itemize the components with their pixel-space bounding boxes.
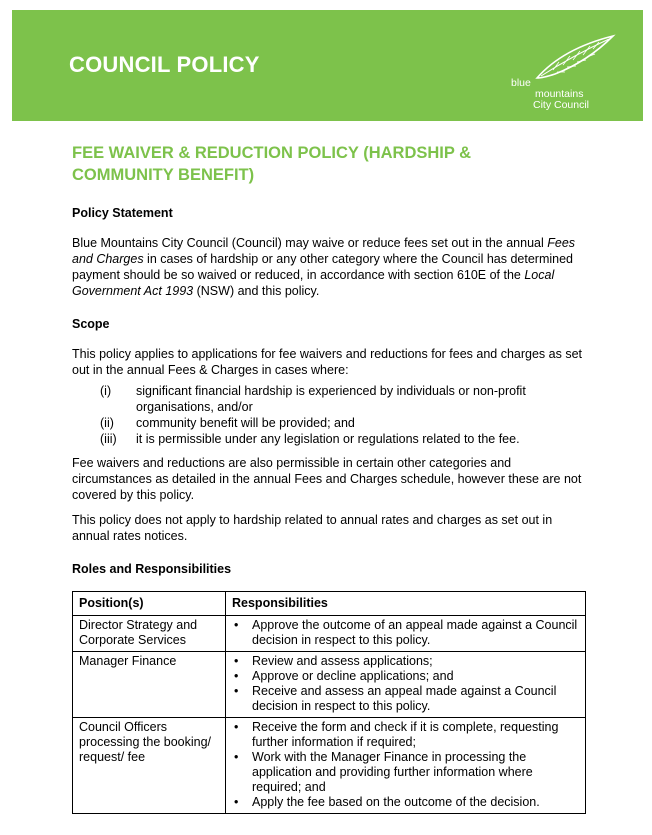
responsibilities-cell — [226, 718, 586, 814]
responsibilities-cell — [226, 616, 586, 652]
scope-heading: Scope — [72, 317, 110, 331]
list-item-text: community benefit will be provided; and — [136, 416, 355, 430]
list-item-text: significant financial hardship is experienced by individuals or non-profit organisations, and/or — [136, 384, 526, 414]
position-cell: Manager Finance — [73, 652, 226, 718]
table-header-row — [73, 592, 586, 616]
responsibility-item: • Approve or decline applications; and — [252, 669, 579, 684]
list-item-number: (i) — [100, 384, 112, 398]
table-row — [73, 652, 586, 718]
responsibility-item: • Receive and assess an appeal made against a Council decision in respect to this policy. — [252, 684, 579, 714]
list-item-number: (ii) — [100, 416, 114, 430]
roles-table — [72, 591, 586, 814]
policy-statement-heading: Policy Statement — [72, 206, 173, 220]
council-logo — [497, 32, 622, 112]
logo-text — [511, 78, 589, 111]
column-header: Responsibilities — [226, 592, 586, 616]
scope-paragraph-2: Fee waivers and reductions are also permissible in certain other categories and circumstances as detailed in the annual Fees and Charges schedule, however these are not covered by this policy. — [72, 456, 582, 502]
document-title: FEE WAIVER & REDUCTION POLICY (HARDSHIP & COMMUNITY BENEFIT) — [72, 144, 472, 184]
header-banner — [12, 10, 643, 121]
responsibility-item: • Receive the form and check if it is complete, requesting further information if required; — [252, 720, 579, 750]
logo-line-1: blue — [511, 77, 531, 89]
policy-text-italic-1: Fees and Charges — [72, 236, 576, 266]
list-item-number: (iii) — [100, 432, 117, 446]
responsibility-list — [232, 720, 579, 810]
scope-list — [100, 383, 580, 447]
policy-text-part-2: in cases of hardship or any other category where the Council has determined payment should be so waived or reduced, in accordance with section 610E of the — [72, 252, 573, 282]
banner-title: COUNCIL POLICY — [69, 52, 260, 77]
table-row — [73, 616, 586, 652]
column-header: Position(s) — [73, 592, 226, 616]
roles-heading: Roles and Responsibilities — [72, 562, 232, 576]
responsibility-item: • Apply the fee based on the outcome of the decision. — [252, 795, 579, 810]
responsibility-list — [232, 618, 579, 648]
policy-text-italic-2: Local Government Act 1993 — [72, 268, 555, 298]
responsibilities-cell — [226, 652, 586, 718]
policy-statement-text — [72, 235, 592, 299]
list-item — [100, 383, 580, 415]
list-item — [100, 415, 580, 431]
logo-line-3: City Council — [533, 99, 590, 111]
responsibility-item: • Review and assess applications; — [252, 654, 579, 669]
scope-paragraph-3: This policy does not apply to hardship related to annual rates and charges as set out in annual rates notices. — [72, 513, 553, 543]
position-cell: Council Officers processing the booking/ request/ fee — [73, 718, 226, 814]
logo-line-2: mountains — [535, 88, 584, 100]
policy-text-part-1: Blue Mountains City Council (Council) may waive or reduce fees set out in the annual — [72, 236, 548, 250]
position-cell: Director Strategy and Corporate Services — [73, 616, 226, 652]
policy-text-part-3: (NSW) and this policy. — [193, 284, 320, 298]
scope-intro: This policy applies to applications for fee waivers and reductions for fees and charges as set out in the annual Fees & Charges in cases where: — [72, 347, 582, 377]
list-item-text: it is permissible under any legislation or regulations related to the fee. — [136, 432, 520, 446]
responsibility-item: • Approve the outcome of an appeal made against a Council decision in respect to this policy. — [252, 618, 579, 648]
responsibility-item: • Work with the Manager Finance in processing the application and providing further information where required; and — [252, 750, 579, 795]
list-item — [100, 431, 580, 447]
responsibility-list — [232, 654, 579, 714]
leaf-icon — [533, 32, 618, 82]
table-row — [73, 718, 586, 814]
